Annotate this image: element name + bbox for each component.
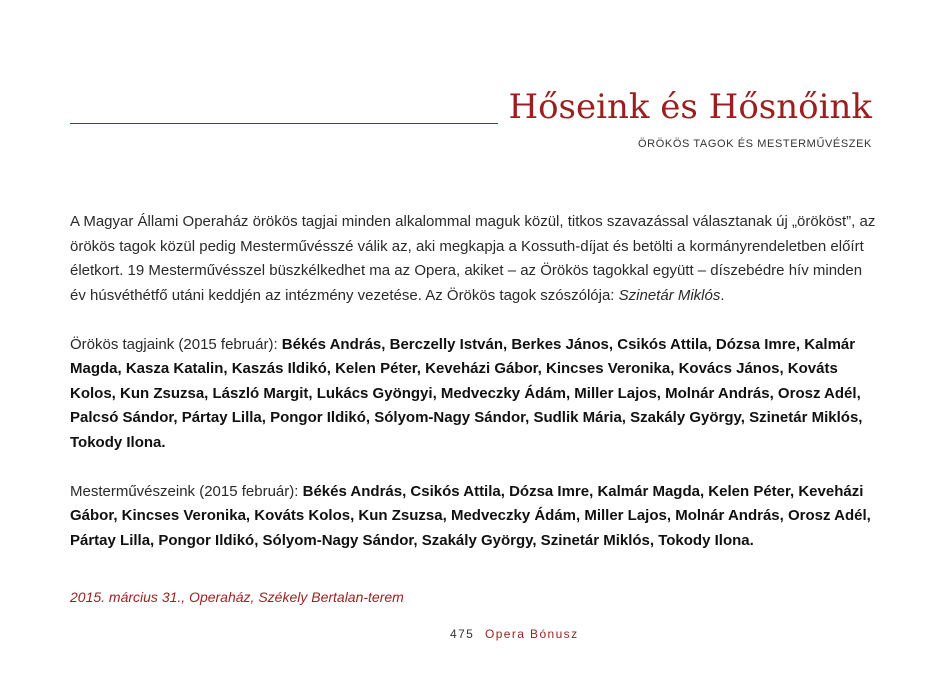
intro-text: A Magyar Állami Operaház örökös tagjai minden alkalommal maguk közül, titkos szavazással választanak új „örököst”, az örökös tagok közül pedig Mesterművésszé válik az, aki megkapja a Kossuth-díjat és betölti a kormányrendeletben előírt életkort. 19 Mesterművésszel büszkélkedhet ma az Opera, akiket – az Örökös tagokkal együtt – díszebédre hív minden év húsvéthétfő utáni keddjén az intézmény vezetése. Az Örökös tagok szószólója:: [70, 213, 876, 304]
date-place: 2015. március 31., Operaház, Székely Bertalan-terem: [70, 589, 404, 605]
page-title: Hőseink és Hősnőink: [508, 87, 872, 127]
intro-end: .: [720, 286, 725, 304]
paragraph-spacer: [70, 455, 878, 480]
honorary-members-names: Békés András, Berczelly István, Berkes János, Csikós Attila, Dózsa Imre, Kalmár Magda, Kasza Katalin, Kaszás Ildikó, Kelen Péter, Keveházi Gábor, Kincses Veronika, Kovács János, Kováts Kolos, Kun Zsuzsa, László Margit, Lukács Gyöngyi, Medveczky Ádám, Miller Lajos, Molnár András, Orosz Adél, Palcsó Sándor, Pártay Lilla, Pongor Ildikó, Sólyom-Nagy Sándor, Sudlik Mária, Szakály György, Szinetár Miklós, Tokody Ilona.: [70, 335, 863, 451]
master-artists-paragraph: [70, 480, 878, 554]
honorary-members-label: Örökös tagjaink (2015 február):: [70, 335, 282, 353]
master-artists-label: Mesterművészeink (2015 február):: [70, 482, 303, 500]
page-number: 475: [450, 627, 475, 641]
intro-paragraph: [70, 210, 878, 308]
page-subtitle: ÖRÖKÖS TAGOK ÉS MESTERMŰVÉSZEK: [638, 138, 872, 150]
master-artists-names: Békés András, Csikós Attila, Dózsa Imre, Kalmár Magda, Kelen Péter, Keveházi Gábor, Kincses Veronika, Kováts Kolos, Kun Zsuzsa, Medveczky Ádám, Miller Lajos, Molnár András, Orosz Adél, Pártay Lilla, Pongor Ildikó, Sólyom-Nagy Sándor, Szakály György, Szinetár Miklós, Tokody Ilona.: [70, 482, 871, 549]
spokesperson-name: Szinetár Miklós: [618, 286, 721, 304]
paragraph-spacer: [70, 308, 878, 333]
title-rule: [70, 123, 498, 124]
body-text: [70, 210, 878, 553]
honorary-members-paragraph: [70, 333, 878, 456]
publication-name: Opera Bónusz: [484, 627, 579, 641]
page-footer: [450, 627, 578, 641]
